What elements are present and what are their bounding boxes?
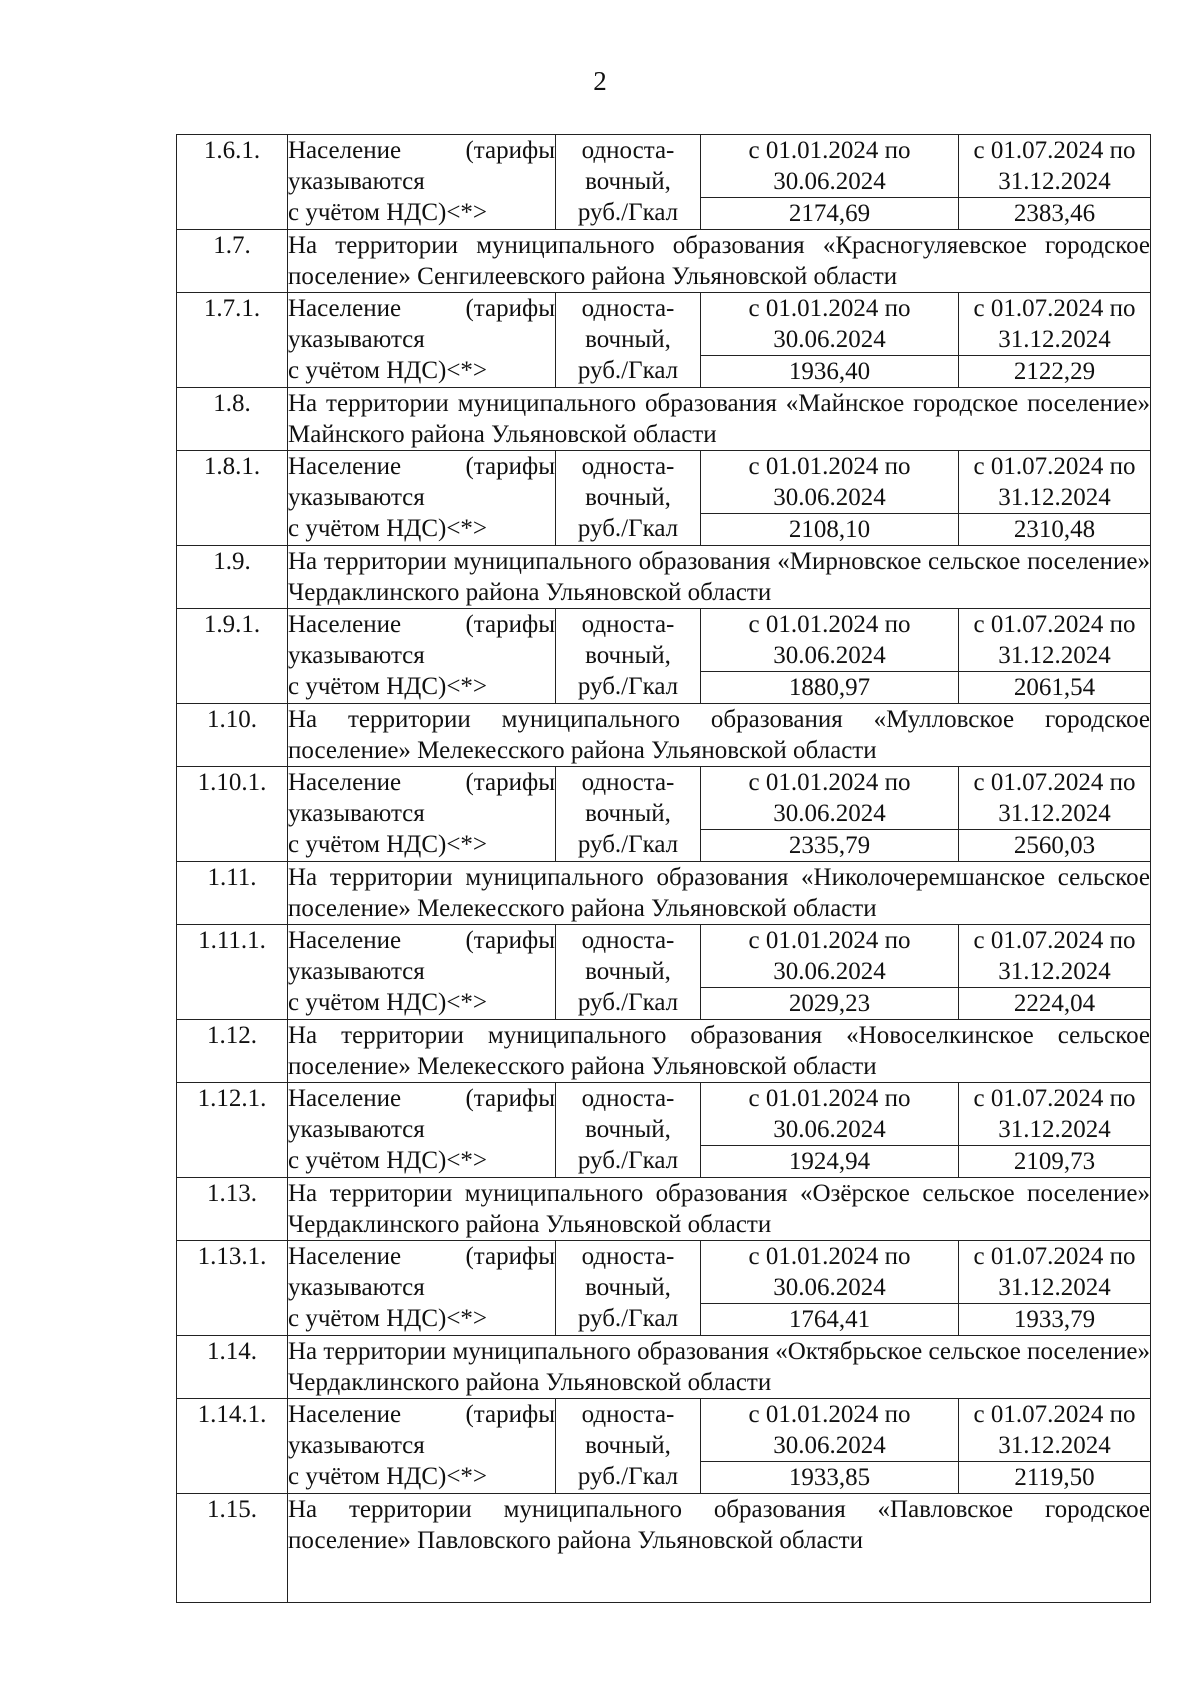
tariff-item-row bbox=[177, 135, 1151, 198]
unit-cell bbox=[556, 1399, 701, 1494]
page-number: 2 bbox=[593, 66, 607, 96]
unit-cell bbox=[556, 135, 701, 230]
municipality-section-row bbox=[177, 704, 1151, 767]
unit-cell bbox=[556, 925, 701, 1020]
consumer-name-word: Население bbox=[288, 769, 402, 796]
period-first-half: с 01.01.2024 по 30.06.2024 bbox=[701, 451, 959, 514]
unit-line2: вочный, bbox=[585, 800, 671, 827]
section-number: 1.15. bbox=[177, 1494, 288, 1603]
tariff-item-row bbox=[177, 1399, 1151, 1462]
unit-line3: руб./Гкал bbox=[577, 989, 679, 1016]
period-first-half: с 01.01.2024 по 30.06.2024 bbox=[701, 293, 959, 356]
tariff-value-second-half: 2383,46 bbox=[959, 198, 1151, 230]
consumer-name-word: Население bbox=[288, 295, 402, 322]
municipality-section-row bbox=[177, 1178, 1151, 1241]
consumer-name-line2: указываются bbox=[288, 958, 425, 985]
consumer-name-word: (тарифы bbox=[465, 1243, 555, 1270]
item-number: 1.11.1. bbox=[177, 925, 288, 1020]
period-first-half: с 01.01.2024 по 30.06.2024 bbox=[701, 925, 959, 988]
consumer-name-line3: с учётом НДС)<*> bbox=[288, 199, 488, 226]
tariff-value-second-half: 2109,73 bbox=[959, 1146, 1151, 1178]
consumer-name-line3: с учётом НДС)<*> bbox=[288, 515, 488, 542]
consumer-group-cell bbox=[288, 1241, 556, 1336]
municipality-title: На территории муниципального образования «Павловское городское поселение» Павловского района Ульяновской области bbox=[288, 1494, 1151, 1603]
municipality-title: На территории муниципального образования «Николочеремшанское сельское поселение» Мелекесского района Ульяновской области bbox=[288, 862, 1151, 925]
unit-line1: односта- bbox=[581, 611, 675, 638]
period-second-half: с 01.07.2024 по 31.12.2024 bbox=[959, 925, 1151, 988]
tariff-value-second-half: 2061,54 bbox=[959, 672, 1151, 704]
consumer-name-word: Население bbox=[288, 927, 402, 954]
unit-line1: односта- bbox=[581, 1401, 675, 1428]
consumer-name-line3: с учётом НДС)<*> bbox=[288, 673, 488, 700]
tariff-item-row bbox=[177, 451, 1151, 514]
tariff-value-first-half: 2335,79 bbox=[701, 830, 959, 862]
municipality-section-row bbox=[177, 230, 1151, 293]
consumer-name-word: (тарифы bbox=[465, 1401, 555, 1428]
consumer-name-line1 bbox=[288, 1399, 555, 1430]
tariff-value-first-half: 1933,85 bbox=[701, 1462, 959, 1494]
unit-line3: руб./Гкал bbox=[577, 1463, 679, 1490]
item-number: 1.13.1. bbox=[177, 1241, 288, 1336]
unit-line2: вочный, bbox=[585, 1274, 671, 1301]
tariff-value-second-half: 2560,03 bbox=[959, 830, 1151, 862]
unit-line3: руб./Гкал bbox=[577, 673, 679, 700]
consumer-name-line2: указываются bbox=[288, 1432, 425, 1459]
tariff-item-row bbox=[177, 767, 1151, 830]
period-second-half: с 01.07.2024 по 31.12.2024 bbox=[959, 135, 1151, 198]
consumer-name-line2: указываются bbox=[288, 484, 425, 511]
tariff-item-row bbox=[177, 293, 1151, 356]
municipality-section-row bbox=[177, 1020, 1151, 1083]
consumer-name-word: Население bbox=[288, 611, 402, 638]
period-second-half: с 01.07.2024 по 31.12.2024 bbox=[959, 1399, 1151, 1462]
consumer-name-line1 bbox=[288, 609, 555, 640]
period-second-half: с 01.07.2024 по 31.12.2024 bbox=[959, 1241, 1151, 1304]
period-second-half: с 01.07.2024 по 31.12.2024 bbox=[959, 451, 1151, 514]
consumer-name-word: (тарифы bbox=[465, 927, 555, 954]
unit-line2: вочный, bbox=[585, 484, 671, 511]
tariff-value-second-half: 2122,29 bbox=[959, 356, 1151, 388]
consumer-name-line1 bbox=[288, 135, 555, 166]
period-first-half: с 01.01.2024 по 30.06.2024 bbox=[701, 609, 959, 672]
unit-line2: вочный, bbox=[585, 1432, 671, 1459]
municipality-title: На территории муниципального образования «Озёрское сельское поселение» Чердаклинского района Ульяновской области bbox=[288, 1178, 1151, 1241]
unit-cell bbox=[556, 1241, 701, 1336]
period-second-half: с 01.07.2024 по 31.12.2024 bbox=[959, 609, 1151, 672]
tariff-value-second-half: 2310,48 bbox=[959, 514, 1151, 546]
consumer-group-cell bbox=[288, 925, 556, 1020]
unit-cell bbox=[556, 293, 701, 388]
consumer-group-cell bbox=[288, 293, 556, 388]
consumer-name-word: (тарифы bbox=[465, 769, 555, 796]
item-number: 1.9.1. bbox=[177, 609, 288, 704]
tariff-value-first-half: 2108,10 bbox=[701, 514, 959, 546]
consumer-name-line1 bbox=[288, 925, 555, 956]
consumer-name-word: (тарифы bbox=[465, 453, 555, 480]
unit-line3: руб./Гкал bbox=[577, 357, 679, 384]
unit-line1: односта- bbox=[581, 1085, 675, 1112]
tariff-value-second-half: 2224,04 bbox=[959, 988, 1151, 1020]
consumer-group-cell bbox=[288, 767, 556, 862]
tariff-item-row bbox=[177, 1241, 1151, 1304]
consumer-name-line1 bbox=[288, 1083, 555, 1114]
consumer-group-cell bbox=[288, 135, 556, 230]
tariff-value-first-half: 2029,23 bbox=[701, 988, 959, 1020]
municipality-section-row bbox=[177, 388, 1151, 451]
consumer-name-line1 bbox=[288, 451, 555, 482]
consumer-name-word: Население bbox=[288, 453, 402, 480]
section-number: 1.7. bbox=[177, 230, 288, 293]
unit-line3: руб./Гкал bbox=[577, 831, 679, 858]
unit-line2: вочный, bbox=[585, 168, 671, 195]
municipality-title: На территории муниципального образования «Красногуляевское городское поселение» Сенгилеевского района Ульяновской области bbox=[288, 230, 1151, 293]
unit-cell bbox=[556, 609, 701, 704]
municipality-title: На территории муниципального образования «Октябрьское сельское поселение» Чердаклинского района Ульяновской области bbox=[288, 1336, 1151, 1399]
municipality-section-row bbox=[177, 546, 1151, 609]
tariff-item-row bbox=[177, 1083, 1151, 1146]
tariff-value-first-half: 1936,40 bbox=[701, 356, 959, 388]
section-number: 1.14. bbox=[177, 1336, 288, 1399]
period-first-half: с 01.01.2024 по 30.06.2024 bbox=[701, 135, 959, 198]
section-number: 1.11. bbox=[177, 862, 288, 925]
unit-line2: вочный, bbox=[585, 1116, 671, 1143]
consumer-name-line2: указываются bbox=[288, 326, 425, 353]
consumer-name-word: Население bbox=[288, 137, 402, 164]
unit-line1: односта- bbox=[581, 453, 675, 480]
consumer-group-cell bbox=[288, 609, 556, 704]
period-first-half: с 01.01.2024 по 30.06.2024 bbox=[701, 1241, 959, 1304]
consumer-name-line3: с учётом НДС)<*> bbox=[288, 1463, 488, 1490]
consumer-group-cell bbox=[288, 1399, 556, 1494]
consumer-name-word: (тарифы bbox=[465, 611, 555, 638]
consumer-name-line3: с учётом НДС)<*> bbox=[288, 831, 488, 858]
section-number: 1.12. bbox=[177, 1020, 288, 1083]
municipality-title: На территории муниципального образования «Мирновское сельское поселение» Чердаклинского района Ульяновской области bbox=[288, 546, 1151, 609]
unit-line2: вочный, bbox=[585, 958, 671, 985]
tariff-value-first-half: 1924,94 bbox=[701, 1146, 959, 1178]
consumer-name-line2: указываются bbox=[288, 168, 425, 195]
unit-line1: односта- bbox=[581, 769, 675, 796]
unit-line3: руб./Гкал bbox=[577, 1147, 679, 1174]
consumer-name-line2: указываются bbox=[288, 642, 425, 669]
unit-line3: руб./Гкал bbox=[577, 515, 679, 542]
municipality-title: На территории муниципального образования «Майнское городское поселение» Майнского района Ульяновской области bbox=[288, 388, 1151, 451]
unit-line1: односта- bbox=[581, 1243, 675, 1270]
consumer-name-line3: с учётом НДС)<*> bbox=[288, 1305, 488, 1332]
item-number: 1.14.1. bbox=[177, 1399, 288, 1494]
period-second-half: с 01.07.2024 по 31.12.2024 bbox=[959, 1083, 1151, 1146]
consumer-name-line2: указываются bbox=[288, 800, 425, 827]
unit-cell bbox=[556, 451, 701, 546]
unit-line1: односта- bbox=[581, 295, 675, 322]
item-number: 1.7.1. bbox=[177, 293, 288, 388]
municipality-section-row bbox=[177, 1336, 1151, 1399]
municipality-title: На территории муниципального образования «Мулловское городское поселение» Мелекесского района Ульяновской области bbox=[288, 704, 1151, 767]
consumer-group-cell bbox=[288, 451, 556, 546]
consumer-name-word: Население bbox=[288, 1243, 402, 1270]
tariff-value-second-half: 2119,50 bbox=[959, 1462, 1151, 1494]
municipality-section-row bbox=[177, 862, 1151, 925]
section-number: 1.13. bbox=[177, 1178, 288, 1241]
consumer-name-line2: указываются bbox=[288, 1116, 425, 1143]
item-number: 1.10.1. bbox=[177, 767, 288, 862]
consumer-name-word: Население bbox=[288, 1401, 402, 1428]
consumer-group-cell bbox=[288, 1083, 556, 1178]
consumer-name-line3: с учётом НДС)<*> bbox=[288, 1147, 488, 1174]
unit-cell bbox=[556, 1083, 701, 1178]
tariff-value-second-half: 1933,79 bbox=[959, 1304, 1151, 1336]
consumer-name-word: (тарифы bbox=[465, 1085, 555, 1112]
tariff-item-row bbox=[177, 925, 1151, 988]
unit-line1: односта- bbox=[581, 927, 675, 954]
item-number: 1.8.1. bbox=[177, 451, 288, 546]
consumer-name-word: Население bbox=[288, 1085, 402, 1112]
period-second-half: с 01.07.2024 по 31.12.2024 bbox=[959, 767, 1151, 830]
consumer-name-line3: с учётом НДС)<*> bbox=[288, 357, 488, 384]
unit-line3: руб./Гкал bbox=[577, 199, 679, 226]
consumer-name-line3: с учётом НДС)<*> bbox=[288, 989, 488, 1016]
consumer-name-word: (тарифы bbox=[465, 295, 555, 322]
consumer-name-line2: указываются bbox=[288, 1274, 425, 1301]
section-number: 1.8. bbox=[177, 388, 288, 451]
section-number: 1.9. bbox=[177, 546, 288, 609]
period-first-half: с 01.01.2024 по 30.06.2024 bbox=[701, 1399, 959, 1462]
tariff-table bbox=[176, 134, 1151, 1603]
unit-line2: вочный, bbox=[585, 642, 671, 669]
item-number: 1.6.1. bbox=[177, 135, 288, 230]
consumer-name-line1 bbox=[288, 767, 555, 798]
municipality-section-row bbox=[177, 1494, 1151, 1603]
period-first-half: с 01.01.2024 по 30.06.2024 bbox=[701, 1083, 959, 1146]
tariff-value-first-half: 1880,97 bbox=[701, 672, 959, 704]
period-second-half: с 01.07.2024 по 31.12.2024 bbox=[959, 293, 1151, 356]
unit-line3: руб./Гкал bbox=[577, 1305, 679, 1332]
tariff-item-row bbox=[177, 609, 1151, 672]
unit-line1: односта- bbox=[581, 137, 675, 164]
consumer-name-line1 bbox=[288, 1241, 555, 1272]
period-first-half: с 01.01.2024 по 30.06.2024 bbox=[701, 767, 959, 830]
consumer-name-word: (тарифы bbox=[465, 137, 555, 164]
unit-cell bbox=[556, 767, 701, 862]
section-number: 1.10. bbox=[177, 704, 288, 767]
municipality-title: На территории муниципального образования «Новоселкинское сельское поселение» Мелекесского района Ульяновской области bbox=[288, 1020, 1151, 1083]
item-number: 1.12.1. bbox=[177, 1083, 288, 1178]
tariff-value-first-half: 2174,69 bbox=[701, 198, 959, 230]
unit-line2: вочный, bbox=[585, 326, 671, 353]
tariff-value-first-half: 1764,41 bbox=[701, 1304, 959, 1336]
consumer-name-line1 bbox=[288, 293, 555, 324]
